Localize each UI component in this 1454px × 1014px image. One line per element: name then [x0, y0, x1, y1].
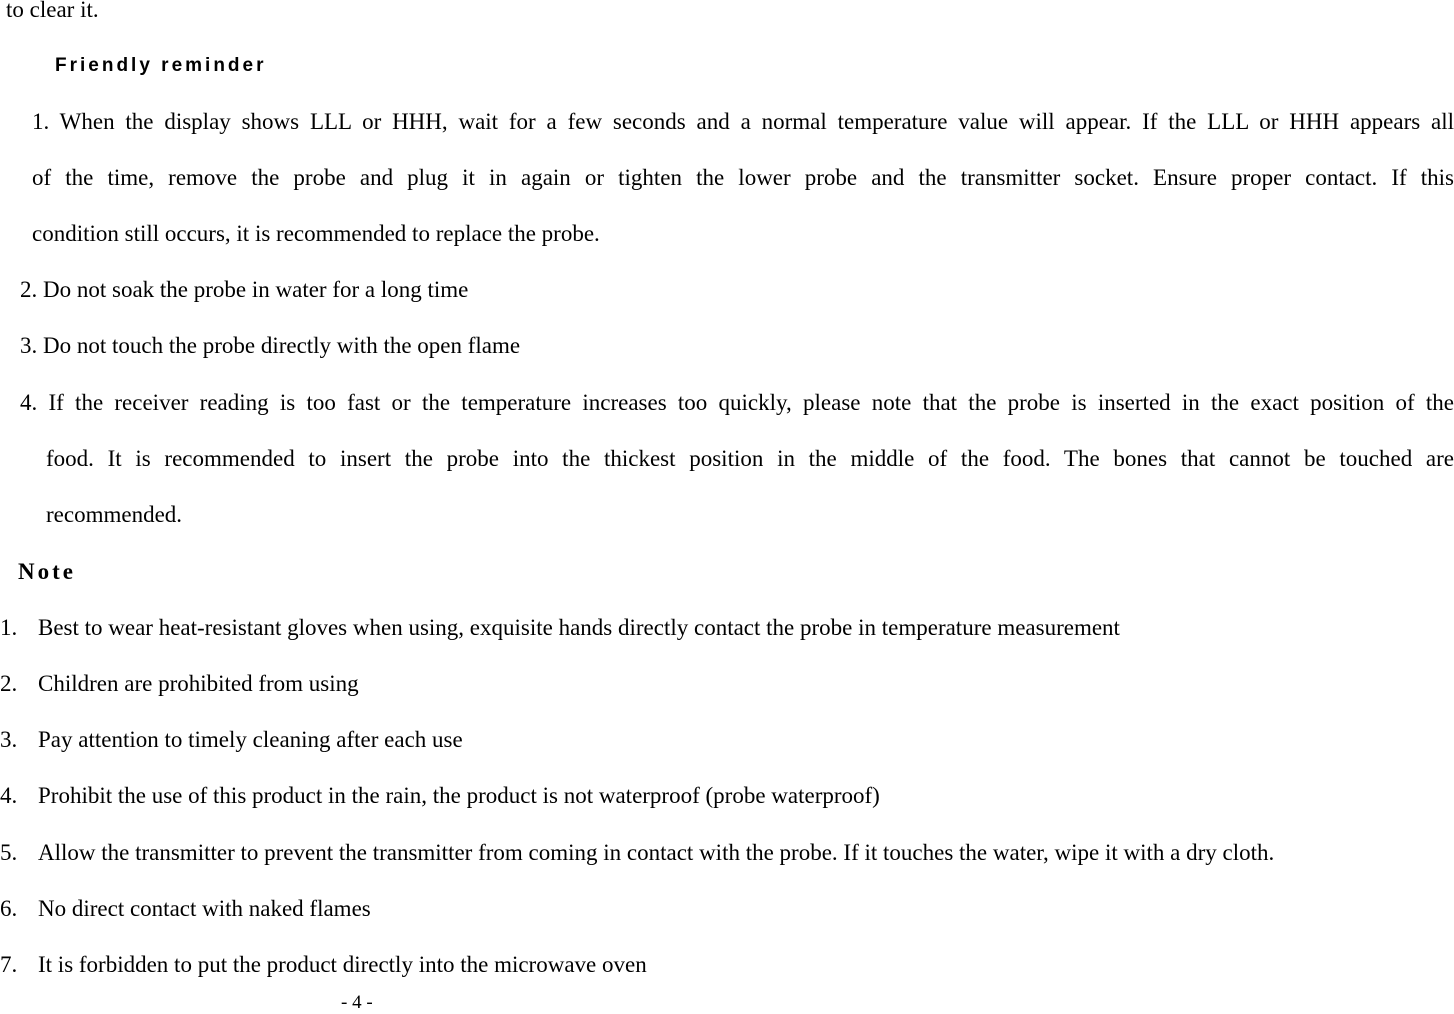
reminder-item-4-line-1: 4. If the receiver reading is too fast or the temperature increases too quickly, please note that the probe is inserted in the exact position of the — [20, 390, 1454, 415]
reminder-item-1-line-2: of the time, remove the probe and plug it in again or tighten the lower probe and the transmitter socket. Ensure proper contact. If this — [32, 165, 1454, 190]
friendly-reminder-heading: Friendly reminder — [55, 55, 267, 76]
reminder-item-3: 3. Do not touch the probe directly with the open flame — [20, 333, 521, 358]
page-number: - 4 - — [341, 992, 373, 1013]
note-item-number: 6. — [0, 896, 18, 921]
note-item-number: 4. — [0, 783, 18, 808]
continued-text-fragment: to clear it. — [6, 0, 99, 22]
note-item-text: Allow the transmitter to prevent the transmitter from coming in contact with the probe. If it touches the water, wipe it with a dry cloth. — [38, 840, 1275, 865]
reminder-item-1-line-1: 1. When the display shows LLL or HHH, wait for a few seconds and a normal temperature value will appear. If the LLL or HHH appears all — [32, 109, 1454, 134]
note-item-number: 7. — [0, 952, 18, 977]
reminder-item-4-line-3: recommended. — [46, 502, 183, 527]
note-item-number: 1. — [0, 615, 18, 640]
note-item-text: It is forbidden to put the product directly into the microwave oven — [38, 952, 647, 977]
note-item-text: No direct contact with naked flames — [38, 896, 371, 921]
note-item-text: Children are prohibited from using — [38, 671, 359, 696]
note-item-text: Pay attention to timely cleaning after each use — [38, 727, 463, 752]
note-item-text: Prohibit the use of this product in the rain, the product is not waterproof (probe waterproof) — [38, 783, 880, 808]
note-item-text: Best to wear heat-resistant gloves when using, exquisite hands directly contact the probe in temperature measurement — [38, 615, 1120, 640]
note-heading: Note — [18, 559, 76, 584]
reminder-item-2: 2. Do not soak the probe in water for a long time — [20, 277, 469, 302]
reminder-item-1-line-3: condition still occurs, it is recommended to replace the probe. — [32, 221, 600, 246]
note-item-number: 2. — [0, 671, 18, 696]
note-item-number: 5. — [0, 840, 18, 865]
reminder-item-4-line-2: food. It is recommended to insert the probe into the thickest position in the middle of the food. The bones that cannot be touched are — [46, 446, 1454, 471]
note-item-number: 3. — [0, 727, 18, 752]
